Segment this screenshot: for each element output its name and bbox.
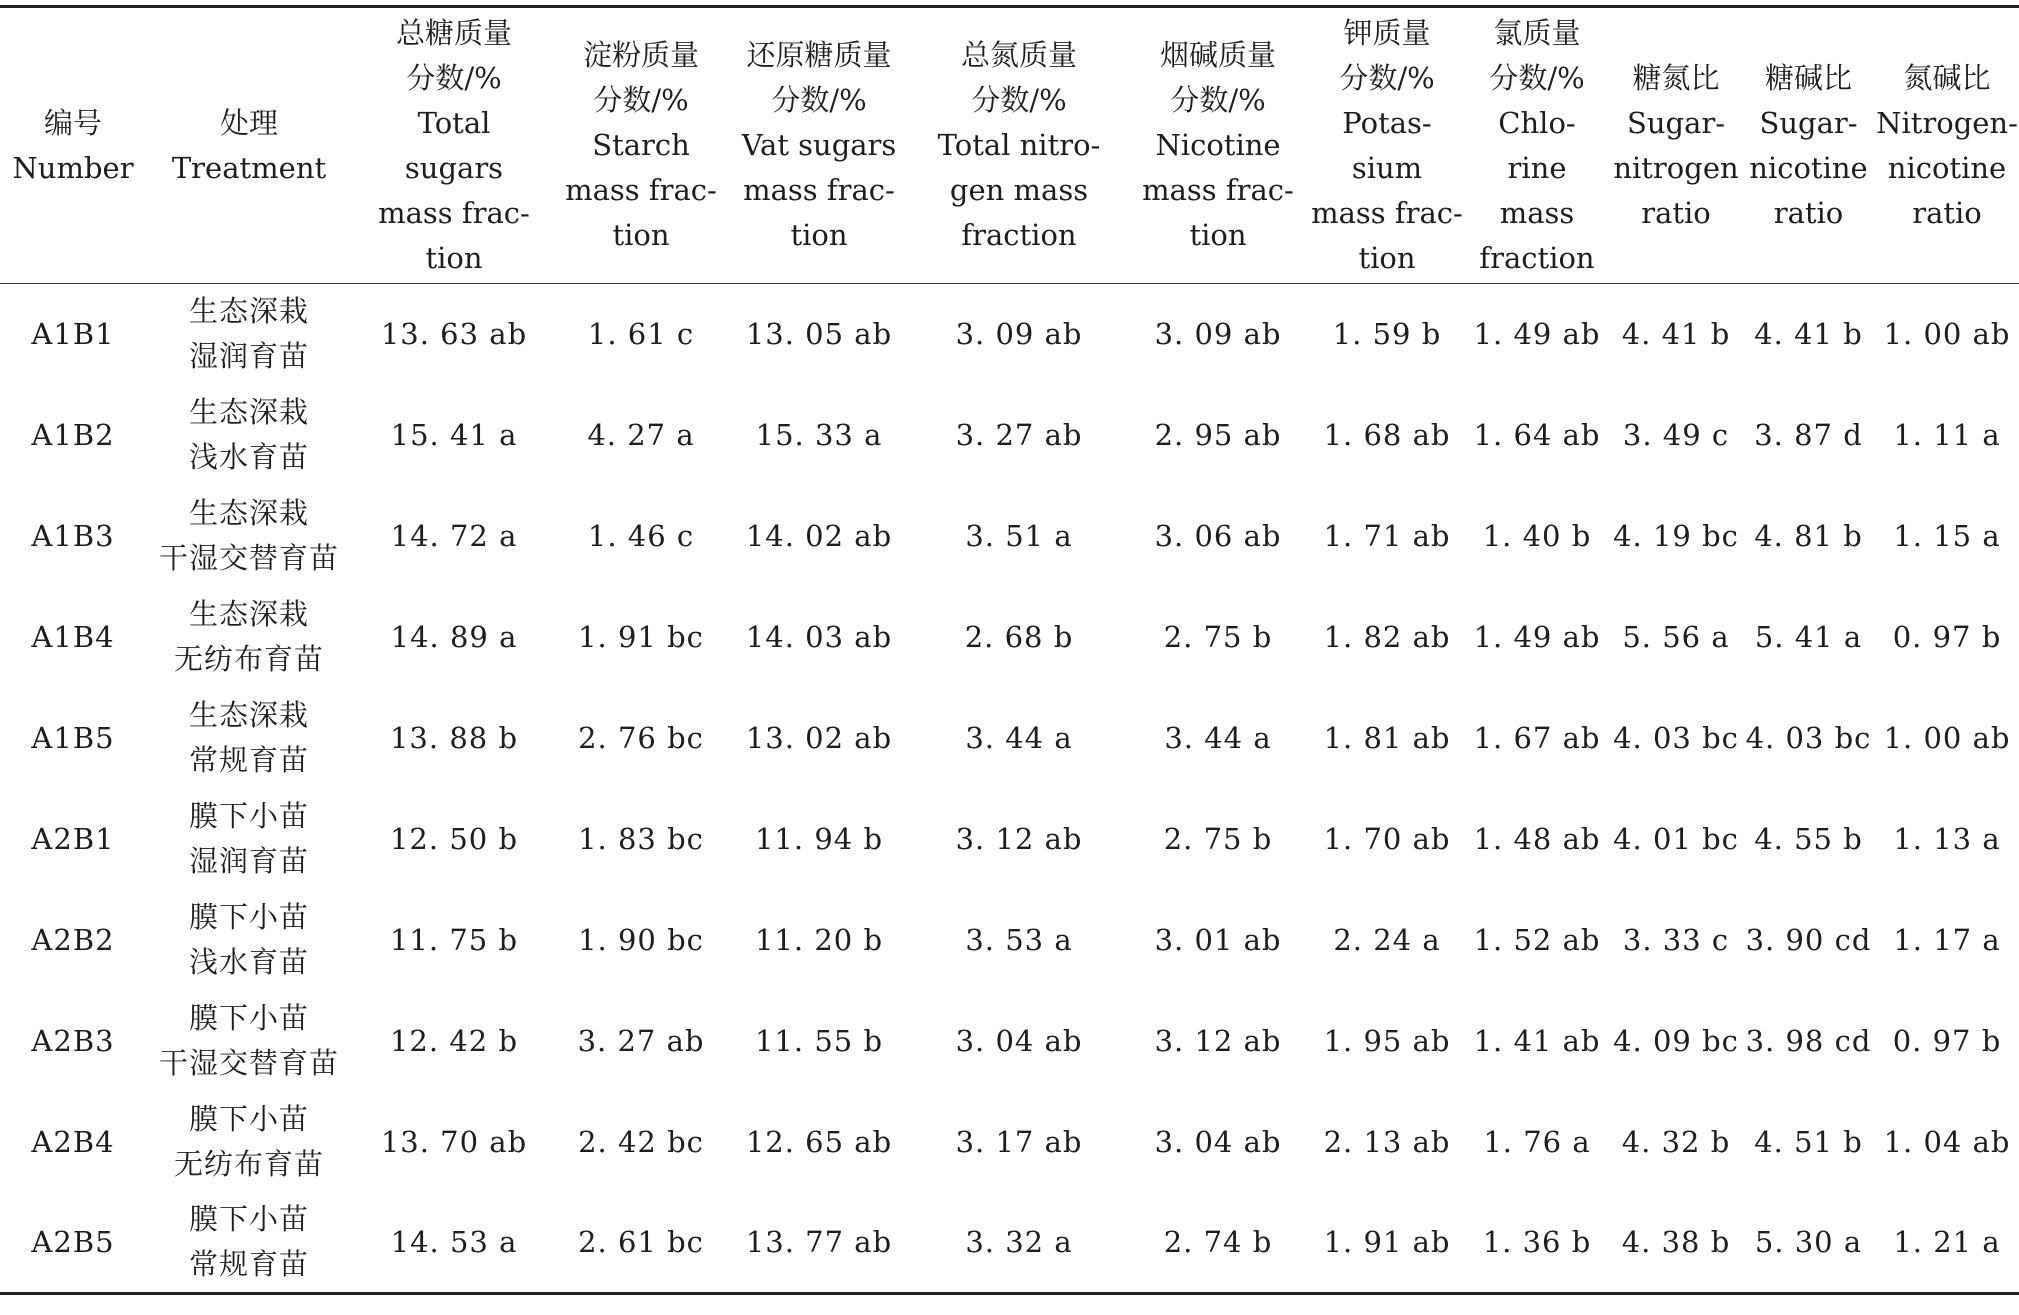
cell-nicotine: 3. 12 ab bbox=[1154, 1024, 1282, 1058]
column-header-line: mass frac- bbox=[1142, 173, 1294, 207]
cell-potassium: 2. 24 a bbox=[1333, 923, 1441, 957]
cell-sugar-nitrogen: 3. 49 c bbox=[1622, 418, 1730, 452]
cell-chlorine: 1. 48 ab bbox=[1473, 822, 1601, 856]
cell-treatment bbox=[146, 587, 352, 688]
cell-vat-sugars: 11. 94 b bbox=[754, 822, 884, 856]
cell-sugar-nitrogen: 4. 09 bc bbox=[1613, 1024, 1739, 1058]
cell-nitrogen-nicotine: 1. 21 a bbox=[1875, 1193, 2019, 1294]
treatment-line: 湿润育苗 bbox=[188, 844, 309, 878]
treatment-line: 膜下小苗 bbox=[188, 799, 309, 833]
cell-chlorine: 1. 36 b bbox=[1464, 1193, 1610, 1294]
treatment-line: 湿润育苗 bbox=[188, 339, 309, 374]
cell-nitrogen-nicotine: 1. 00 ab bbox=[1883, 317, 2011, 352]
cell-nitrogen-nicotine: 1. 17 a bbox=[1893, 923, 2001, 957]
column-header-nicotine bbox=[1126, 7, 1310, 284]
cell-nitrogen-nicotine: 1. 00 ab bbox=[1883, 721, 2011, 755]
table-row bbox=[0, 1092, 2019, 1193]
column-header-line: tion bbox=[1189, 218, 1247, 252]
cell-treatment bbox=[146, 1193, 352, 1294]
cell-chlorine: 1. 76 a bbox=[1483, 1125, 1591, 1159]
column-header-sugar-nicotine bbox=[1742, 7, 1875, 284]
cell-nitrogen-nicotine: 1. 15 a bbox=[1893, 519, 2001, 553]
cell-total-nitrogen: 3. 53 a bbox=[965, 923, 1073, 957]
cell-nitrogen-nicotine: 0. 97 b bbox=[1892, 1024, 2002, 1058]
cell-number: A1B5 bbox=[31, 721, 115, 755]
column-header-line: sium bbox=[1351, 150, 1423, 185]
cell-nitrogen-nicotine: 1. 13 a bbox=[1893, 822, 2001, 856]
cell-nicotine: 3. 04 ab bbox=[1154, 1125, 1282, 1159]
table-row bbox=[0, 890, 2019, 991]
column-header-number bbox=[0, 7, 146, 284]
cell-total-sugars: 14. 53 a bbox=[352, 1193, 556, 1294]
column-header-line: Vat sugars bbox=[741, 128, 897, 162]
column-header-line: tion bbox=[425, 240, 483, 275]
column-header-line: 分数/% bbox=[1339, 60, 1435, 95]
treatment-line: 生态深栽 bbox=[188, 698, 309, 732]
cell-number: A2B3 bbox=[31, 1024, 115, 1058]
column-header-line: mass frac- bbox=[743, 173, 895, 207]
column-header-line: 分数/% bbox=[971, 83, 1067, 117]
cell-sugar-nitrogen: 4. 01 bc bbox=[1613, 822, 1739, 856]
treatment-line: 干湿交替育苗 bbox=[158, 1046, 339, 1080]
cell-nicotine: 3. 01 ab bbox=[1154, 923, 1282, 957]
cell-treatment bbox=[146, 1092, 352, 1193]
cell-treatment bbox=[146, 284, 352, 385]
column-header-potassium bbox=[1310, 7, 1464, 284]
column-header-line: 总氮质量 bbox=[960, 38, 1077, 72]
cell-starch: 1. 91 bc bbox=[578, 620, 704, 654]
column-header-line: 钾质量 bbox=[1343, 15, 1431, 50]
column-header-line: Nicotine bbox=[1155, 128, 1281, 162]
cell-nitrogen-nicotine: 1. 04 ab bbox=[1883, 1125, 2011, 1159]
column-header-line: 糖碱比 bbox=[1764, 60, 1852, 95]
cell-vat-sugars: 15. 33 a bbox=[755, 418, 883, 452]
treatment-line: 膜下小苗 bbox=[188, 900, 309, 934]
cell-total-sugars: 13. 70 ab bbox=[380, 1125, 528, 1159]
cell-total-nitrogen: 3. 04 ab bbox=[955, 1024, 1083, 1058]
cell-sugar-nicotine: 4. 03 bc bbox=[1745, 721, 1872, 755]
cell-treatment bbox=[146, 890, 352, 991]
cell-total-sugars: 15. 41 a bbox=[390, 418, 518, 452]
column-header-starch bbox=[556, 7, 726, 284]
cell-number: A2B1 bbox=[31, 822, 115, 856]
cell-sugar-nitrogen: 4. 38 b bbox=[1610, 1193, 1742, 1294]
cell-sugar-nicotine: 3. 87 d bbox=[1754, 418, 1863, 452]
column-header-line: 分数/% bbox=[593, 83, 689, 117]
cell-nicotine: 2. 95 ab bbox=[1154, 418, 1282, 452]
cell-total-nitrogen: 2. 68 b bbox=[964, 620, 1074, 654]
column-header-line: mass frac- bbox=[565, 173, 717, 207]
cell-starch: 4. 27 a bbox=[587, 418, 695, 452]
column-header-line: 氯质量 bbox=[1493, 15, 1581, 50]
cell-treatment bbox=[146, 991, 352, 1092]
cell-chlorine: 1. 67 ab bbox=[1473, 721, 1601, 755]
cell-treatment bbox=[146, 688, 352, 789]
treatment-line: 浅水育苗 bbox=[188, 945, 309, 979]
treatment-line: 膜下小苗 bbox=[188, 1102, 309, 1136]
column-header-line: 分数/% bbox=[1170, 83, 1266, 117]
cell-sugar-nicotine: 5. 41 a bbox=[1754, 620, 1863, 654]
column-header-line: rine bbox=[1507, 150, 1567, 185]
cell-starch: 1. 83 bc bbox=[578, 822, 704, 856]
cell-nicotine: 3. 44 a bbox=[1164, 721, 1272, 755]
cell-nicotine: 3. 06 ab bbox=[1154, 519, 1282, 553]
cell-vat-sugars: 12. 65 ab bbox=[745, 1125, 893, 1159]
cell-vat-sugars: 11. 20 b bbox=[754, 923, 884, 957]
column-header-line: mass bbox=[1499, 195, 1575, 230]
cell-sugar-nitrogen: 3. 33 c bbox=[1622, 923, 1730, 957]
column-header-line: Total bbox=[417, 105, 491, 140]
cell-nitrogen-nicotine: 0. 97 b bbox=[1892, 620, 2002, 654]
cell-sugar-nicotine: 3. 90 cd bbox=[1745, 923, 1872, 957]
column-header-line: ratio bbox=[1912, 195, 1982, 230]
cell-total-nitrogen: 3. 32 a bbox=[912, 1193, 1126, 1294]
cell-total-nitrogen: 3. 12 ab bbox=[955, 822, 1083, 856]
cell-number: A1B4 bbox=[31, 620, 115, 654]
cell-sugar-nicotine: 5. 30 a bbox=[1742, 1193, 1875, 1294]
cell-potassium: 1. 71 ab bbox=[1323, 519, 1451, 553]
column-header-line: nicotine bbox=[1887, 150, 2007, 185]
data-table bbox=[0, 5, 2019, 1295]
treatment-line: 干湿交替育苗 bbox=[158, 541, 339, 575]
column-header-line: Sugar- bbox=[1759, 105, 1858, 140]
cell-sugar-nicotine: 4. 51 b bbox=[1754, 1125, 1863, 1159]
cell-sugar-nitrogen: 4. 19 bc bbox=[1613, 519, 1739, 553]
treatment-line: 生态深栽 bbox=[188, 597, 309, 631]
column-header-line: Number bbox=[12, 150, 134, 185]
column-header-nitrogen-nicotine bbox=[1875, 7, 2019, 284]
column-header-line: tion bbox=[1358, 240, 1416, 275]
cell-sugar-nicotine: 4. 81 b bbox=[1754, 519, 1863, 553]
cell-starch: 1. 46 c bbox=[587, 519, 695, 553]
cell-sugar-nitrogen: 4. 41 b bbox=[1621, 317, 1731, 352]
cell-total-sugars: 13. 88 b bbox=[389, 721, 519, 755]
treatment-line: 生态深栽 bbox=[188, 294, 309, 329]
cell-sugar-nitrogen: 5. 56 a bbox=[1622, 620, 1730, 654]
cell-nicotine: 2. 74 b bbox=[1126, 1193, 1310, 1294]
cell-vat-sugars: 13. 02 ab bbox=[745, 721, 893, 755]
cell-starch: 1. 61 c bbox=[587, 317, 695, 352]
column-header-total-nitrogen bbox=[912, 7, 1126, 284]
cell-chlorine: 1. 52 ab bbox=[1473, 923, 1601, 957]
table-row bbox=[0, 991, 2019, 1092]
cell-potassium: 1. 91 ab bbox=[1310, 1193, 1464, 1294]
treatment-line: 膜下小苗 bbox=[188, 1001, 309, 1035]
treatment-line: 常规育苗 bbox=[188, 1247, 309, 1282]
column-header-total-sugars bbox=[352, 7, 556, 284]
cell-potassium: 1. 70 ab bbox=[1323, 822, 1451, 856]
column-header-line: 编号 bbox=[43, 105, 102, 140]
cell-treatment bbox=[146, 385, 352, 486]
cell-total-nitrogen: 3. 44 a bbox=[965, 721, 1073, 755]
cell-total-nitrogen: 3. 17 ab bbox=[955, 1125, 1083, 1159]
column-header-vat-sugars bbox=[726, 7, 912, 284]
cell-chlorine: 1. 49 ab bbox=[1473, 620, 1601, 654]
column-header-sugar-nitrogen bbox=[1610, 7, 1742, 284]
cell-sugar-nitrogen: 4. 03 bc bbox=[1613, 721, 1739, 755]
cell-chlorine: 1. 64 ab bbox=[1473, 418, 1601, 452]
cell-chlorine: 1. 49 ab bbox=[1473, 317, 1601, 352]
cell-chlorine: 1. 41 ab bbox=[1473, 1024, 1601, 1058]
cell-vat-sugars: 13. 77 ab bbox=[726, 1193, 912, 1294]
column-header-line: Nitrogen- bbox=[1876, 105, 2018, 140]
cell-nicotine: 3. 09 ab bbox=[1154, 317, 1282, 352]
treatment-line: 无纺布育苗 bbox=[173, 642, 324, 676]
cell-potassium: 1. 95 ab bbox=[1323, 1024, 1451, 1058]
column-header-line: 总糖质量 bbox=[395, 15, 512, 50]
cell-total-sugars: 14. 89 a bbox=[390, 620, 518, 654]
column-header-line: Treatment bbox=[171, 150, 327, 185]
column-header-line: nitrogen bbox=[1613, 150, 1739, 185]
cell-vat-sugars: 14. 03 ab bbox=[745, 620, 893, 654]
column-header-line: mass frac- bbox=[1311, 195, 1463, 230]
cell-starch: 1. 90 bc bbox=[578, 923, 704, 957]
cell-total-sugars: 14. 72 a bbox=[390, 519, 518, 553]
cell-potassium: 1. 81 ab bbox=[1323, 721, 1451, 755]
cell-number: A2B4 bbox=[31, 1125, 115, 1159]
cell-starch: 2. 76 bc bbox=[578, 721, 704, 755]
cell-number: A1B1 bbox=[31, 317, 115, 352]
cell-total-nitrogen: 3. 09 ab bbox=[955, 317, 1083, 352]
cell-sugar-nicotine: 3. 98 cd bbox=[1745, 1024, 1872, 1058]
column-header-chlorine bbox=[1464, 7, 1610, 284]
table-row bbox=[0, 385, 2019, 486]
column-header-line: Total nitro- bbox=[937, 128, 1101, 162]
column-header-line: sugars bbox=[404, 150, 504, 185]
cell-number: A2B5 bbox=[0, 1193, 146, 1294]
column-header-line: nicotine bbox=[1749, 150, 1868, 185]
table-row bbox=[0, 284, 2019, 385]
cell-treatment bbox=[146, 486, 352, 587]
cell-nicotine: 2. 75 b bbox=[1163, 620, 1273, 654]
cell-nitrogen-nicotine: 1. 11 a bbox=[1893, 418, 2001, 452]
cell-total-sugars: 11. 75 b bbox=[389, 923, 519, 957]
cell-number: A1B3 bbox=[31, 519, 115, 553]
cell-potassium: 2. 13 ab bbox=[1323, 1125, 1451, 1159]
column-header-line: fraction bbox=[961, 218, 1077, 252]
column-header-line: Sugar- bbox=[1626, 105, 1726, 140]
cell-total-sugars: 12. 42 b bbox=[389, 1024, 519, 1058]
column-header-line: 分数/% bbox=[771, 83, 867, 117]
cell-starch: 2. 42 bc bbox=[578, 1125, 704, 1159]
cell-starch: 2. 61 bc bbox=[556, 1193, 726, 1294]
column-header-line: 烟碱质量 bbox=[1159, 38, 1276, 72]
cell-nicotine: 2. 75 b bbox=[1163, 822, 1273, 856]
column-header-line: mass frac- bbox=[378, 195, 530, 230]
treatment-line: 常规育苗 bbox=[188, 743, 309, 777]
column-header-treatment bbox=[146, 7, 352, 284]
cell-starch: 3. 27 ab bbox=[577, 1024, 705, 1058]
column-header-line: 分数/% bbox=[1489, 60, 1585, 95]
table-row bbox=[0, 688, 2019, 789]
cell-chlorine: 1. 40 b bbox=[1482, 519, 1592, 553]
cell-treatment bbox=[146, 789, 352, 890]
table-row bbox=[0, 1193, 2019, 1294]
column-header-line: 糖氮比 bbox=[1632, 60, 1720, 95]
column-header-line: 处理 bbox=[219, 105, 278, 140]
cell-potassium: 1. 68 ab bbox=[1323, 418, 1451, 452]
column-header-line: 分数/% bbox=[406, 60, 502, 95]
treatment-line: 膜下小苗 bbox=[188, 1202, 309, 1237]
column-header-line: fraction bbox=[1479, 240, 1595, 275]
cell-total-nitrogen: 3. 27 ab bbox=[955, 418, 1083, 452]
column-header-line: 氮碱比 bbox=[1903, 60, 1991, 95]
cell-vat-sugars: 11. 55 b bbox=[754, 1024, 884, 1058]
column-header-line: Potas- bbox=[1342, 105, 1432, 140]
table-header-row bbox=[0, 7, 2019, 284]
column-header-line: tion bbox=[790, 218, 848, 252]
column-header-line: Starch bbox=[592, 128, 690, 162]
cell-sugar-nicotine: 4. 55 b bbox=[1754, 822, 1863, 856]
cell-number: A2B2 bbox=[31, 923, 115, 957]
table-row bbox=[0, 587, 2019, 688]
cell-sugar-nitrogen: 4. 32 b bbox=[1621, 1125, 1731, 1159]
column-header-line: ratio bbox=[1641, 195, 1711, 230]
column-header-line: gen mass bbox=[949, 173, 1089, 207]
cell-sugar-nicotine: 4. 41 b bbox=[1754, 317, 1863, 352]
treatment-line: 无纺布育苗 bbox=[173, 1147, 324, 1181]
table-row bbox=[0, 486, 2019, 587]
cell-vat-sugars: 14. 02 ab bbox=[745, 519, 893, 553]
cell-number: A1B2 bbox=[31, 418, 115, 452]
column-header-line: 淀粉质量 bbox=[582, 38, 699, 72]
cell-vat-sugars: 13. 05 ab bbox=[745, 317, 893, 352]
column-header-line: ratio bbox=[1773, 195, 1844, 230]
treatment-line: 生态深栽 bbox=[188, 395, 309, 429]
table-row bbox=[0, 789, 2019, 890]
cell-total-nitrogen: 3. 51 a bbox=[965, 519, 1073, 553]
treatment-line: 生态深栽 bbox=[188, 496, 309, 530]
treatment-line: 浅水育苗 bbox=[188, 440, 309, 474]
column-header-line: Chlo- bbox=[1498, 105, 1576, 140]
cell-potassium: 1. 82 ab bbox=[1323, 620, 1451, 654]
cell-total-sugars: 13. 63 ab bbox=[380, 317, 528, 352]
cell-total-sugars: 12. 50 b bbox=[389, 822, 519, 856]
cell-potassium: 1. 59 b bbox=[1332, 317, 1442, 352]
column-header-line: tion bbox=[612, 218, 670, 252]
table-body bbox=[0, 284, 2019, 1294]
column-header-line: 还原糖质量 bbox=[746, 38, 892, 72]
